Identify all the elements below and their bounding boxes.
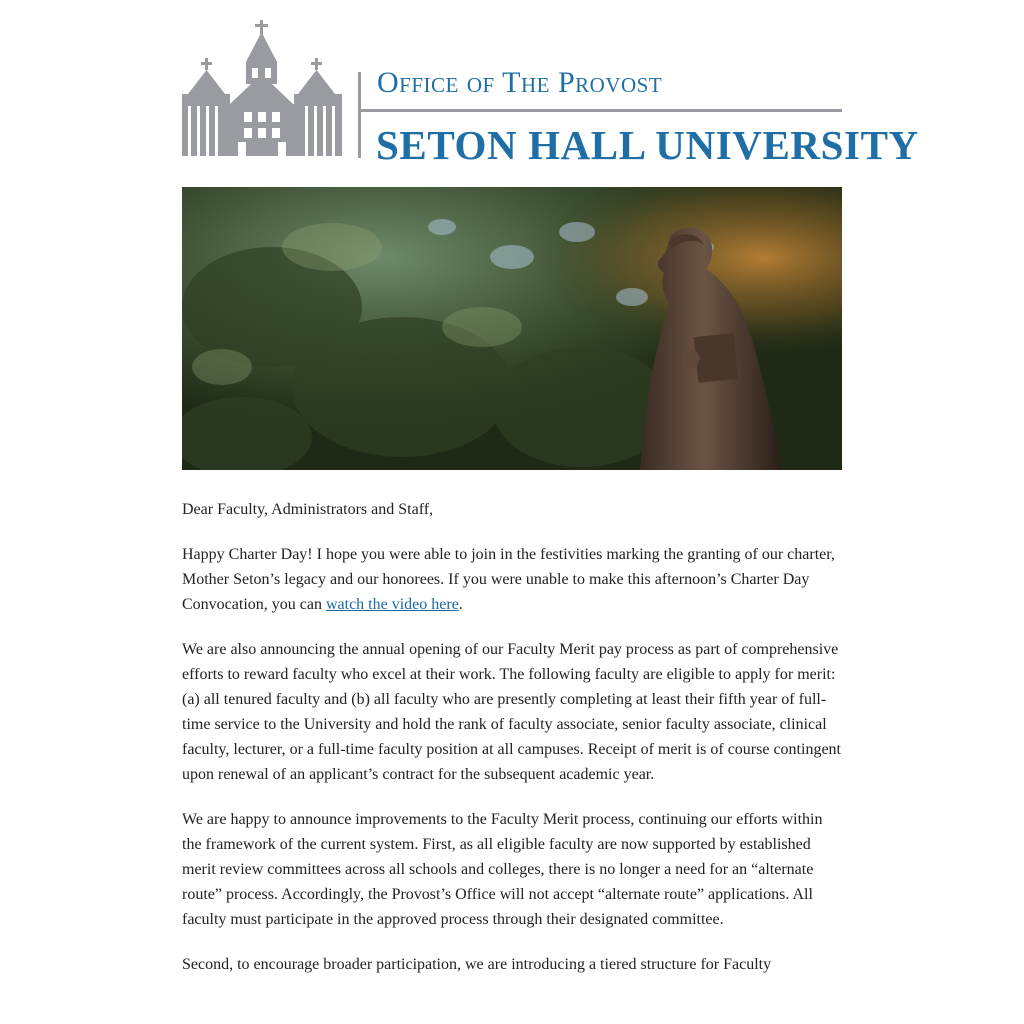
university-title: SETON HALL UNIVERSITY xyxy=(376,122,919,168)
church-spires-logo-icon xyxy=(182,18,342,158)
email-header xyxy=(182,0,919,187)
paragraph-merit-opening: We are also announcing the annual opening of our Faculty Merit pay process as part of comprehensive efforts to reward faculty who excel at their work. The following faculty are eligible to apply for merit: (a) all tenured faculty and (b) all faculty who are presently completing at least their fifth year of full-time service to the University and hold the rank of faculty associate, senior faculty associate, clinical faculty, lecturer, or a full-time faculty position at all campuses. Receipt of merit is of course contingent upon renewal of an applicant’s contract for the subsequent academic year. xyxy=(182,641,841,783)
logo-divider-vertical xyxy=(358,72,361,158)
hero-photo xyxy=(182,187,842,470)
p1-text: Happy Charter Day! I hope you were able to join in the festivities marking the granting of our charter, Mother Seton’s legacy and our honorees. If you were unable to make this afternoon’s Charter Day Convocation, you can xyxy=(182,546,835,613)
greeting: Dear Faculty, Administrators and Staff, xyxy=(182,501,434,518)
watch-video-link[interactable]: watch the video here xyxy=(325,596,459,613)
p1-end: . xyxy=(458,596,463,613)
logo-divider-horizontal xyxy=(358,109,842,112)
email-body xyxy=(182,497,842,997)
paragraph-charter-day xyxy=(182,542,842,617)
paragraph-tiered-structure: Second, to encourage broader participation, we are introducing a tiered structure for Faculty xyxy=(182,956,772,973)
office-title: Office of The Provost xyxy=(377,66,663,99)
paragraph-merit-improvements: We are happy to announce improvements to the Faculty Merit process, continuing our efforts within the framework of the current system. First, as all eligible faculty are now supported by established merit review committees across all schools and colleges, there is no longer a need for an “alternate route” process. Accordingly, the Provost’s Office will not accept “alternate route” applications. All faculty must participate in the approved process through their designated committee. xyxy=(182,811,823,928)
email-page xyxy=(182,0,919,973)
